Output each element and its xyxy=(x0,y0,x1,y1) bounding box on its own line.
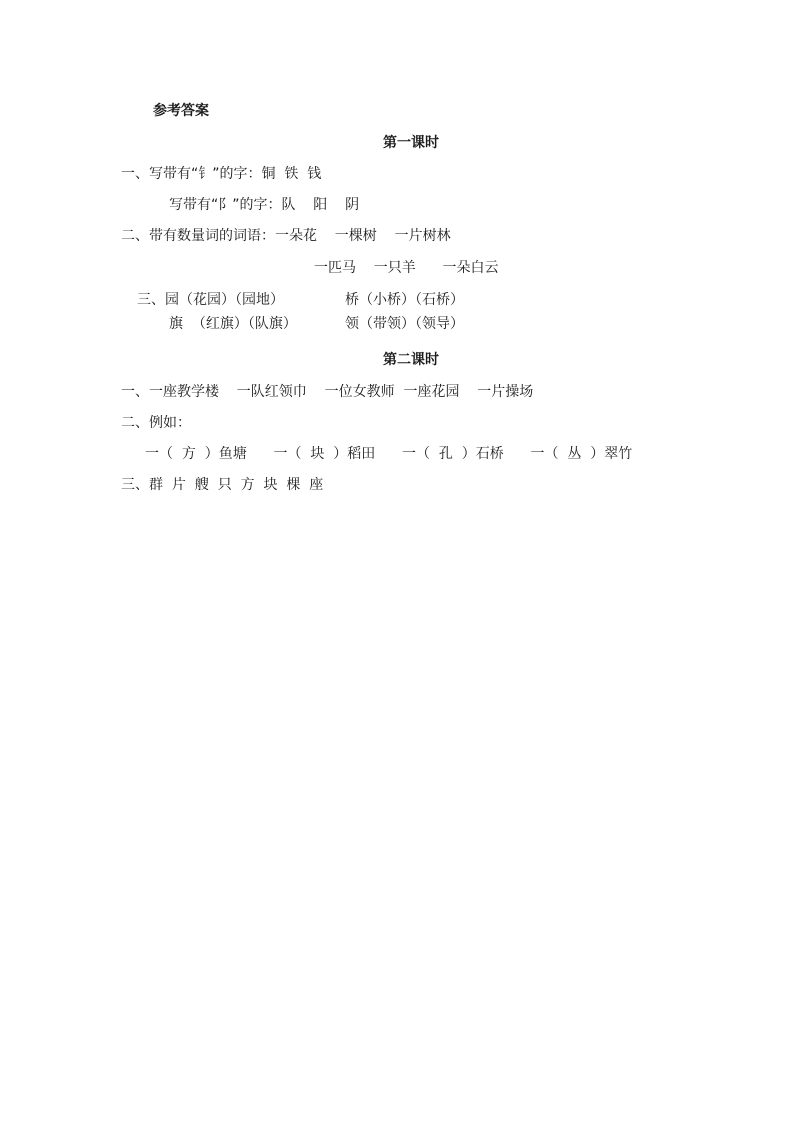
lesson1-q2-line1: 二、带有数量词的词语：一朵花 一棵树 一片树林 xyxy=(121,228,451,244)
lesson2-q3: 三、群 片 艘 只 方 块 棵 座 xyxy=(121,477,324,493)
answer-heading: 参考答案 xyxy=(153,103,209,119)
lesson1-q1-line2: 写带有“阝”的字：队 阳 阴 xyxy=(169,197,360,213)
lesson2-q2-label: 二、例如： xyxy=(121,415,191,431)
lesson1-title: 第一课时 xyxy=(383,135,439,151)
lesson1-q1-line1: 一、写带有“钅”的字：铜 铁 钱 xyxy=(121,166,322,182)
lesson1-q3-line2-right: 领（带领）（领导） xyxy=(345,316,464,332)
lesson2-q1: 一、一座教学楼 一队红领巾 一位女教师 一座花园 一片操场 xyxy=(121,384,534,400)
lesson1-q3-line2-left: 旗 （红旗）（队旗） xyxy=(169,316,297,332)
lesson1-q3-line1-left: 三、园（花园）（园地） xyxy=(137,292,284,308)
lesson1-q2-line2: 一匹马 一只羊 一朵白云 xyxy=(314,260,499,276)
lesson1-q3-line1-right: 桥（小桥）（石桥） xyxy=(345,292,464,308)
lesson2-q2-examples: 一（ 方 ）鱼塘 一（ 块 ）稻田 一（ 孔 ）石桥 一（ 丛 ）翠竹 xyxy=(145,446,633,462)
lesson2-title: 第二课时 xyxy=(383,352,439,368)
